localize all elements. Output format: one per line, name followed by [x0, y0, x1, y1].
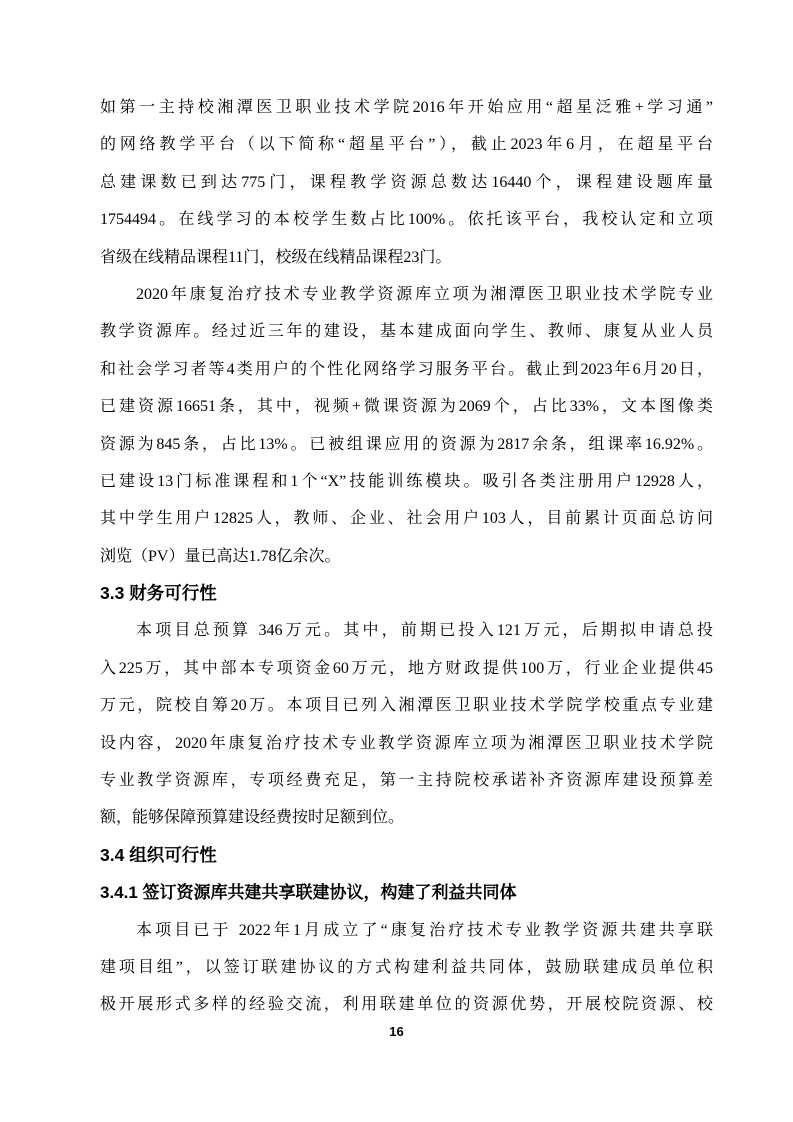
text-line: 极开展形式多样的经验交流，利用联建单位的资源优势，开展校院资源、校 — [100, 996, 713, 1014]
heading-joint-agreement — [100, 874, 713, 911]
text-line: 建项目组”，以签订联建协议的方式构建利益共同体，鼓励联建成员单位积 — [100, 958, 713, 976]
text-line: 入225万，其中部本专项资金60万元，地方财政提供100万，行业企业提供45 — [100, 659, 713, 677]
page-content — [100, 89, 713, 1024]
text-line: 万元，院校自筹20万。本项目已列入湘潭医卫职业技术学院学校重点专业建 — [100, 697, 713, 715]
text-line: 设内容，2020年康复治疗技术专业教学资源库立项为湘潭医卫职业技术学院 — [100, 734, 713, 752]
text-line: 1754494。在线学习的本校学生数占比100%。依托该平台，我校认定和立项 — [100, 211, 713, 229]
heading-financial-feasibility — [100, 575, 713, 612]
heading-organizational-feasibility — [100, 837, 713, 874]
paragraph-budget — [100, 612, 713, 836]
text-line: 专业教学资源库，专项经费充足，第一主持院校承诺补齐资源库建设预算差 — [100, 772, 713, 790]
text-line: 3.3 财务可行性 — [100, 583, 217, 604]
text-line: 额，能够保障预算建设经费按时足额到位。 — [100, 809, 405, 827]
text-line: 2020年康复治疗技术专业教学资源库立项为湘潭医卫职业技术学院专业 — [136, 285, 713, 303]
text-line: 总建课数已到达775门，课程教学资源总数达16440个，课程建设题库量 — [100, 173, 713, 191]
paragraph-project-group — [100, 912, 713, 1024]
text-line: 3.4.1 签订资源库共建共享联建协议，构建了利益共同体 — [100, 883, 517, 903]
text-line: 浏览（PV）量已高达1.78亿余次。 — [100, 547, 341, 565]
text-line: 已建设13门标准课程和1个“X”技能训练模块。吸引各类注册用户12928人， — [100, 472, 713, 490]
text-line: 资源为845条，占比13%。已被组课应用的资源为2817余条，组课率16.92%。 — [100, 435, 713, 453]
paragraph-resource-library — [100, 276, 713, 575]
page-number: 16 — [389, 1024, 404, 1039]
paragraph-platform-overview — [100, 89, 713, 276]
text-line: 和社会学习者等4类用户的个性化网络学习服务平台。截止到2023年6月20日， — [100, 360, 713, 378]
text-line: 3.4 组织可行性 — [100, 844, 217, 865]
text-line: 本项目总预算 346万元。其中，前期已投入121万元，后期拟申请总投 — [136, 622, 713, 640]
text-line: 其中学生用户12825人，教师、企业、社会用户103人，目前累计页面总访问 — [100, 510, 713, 528]
text-line: 的网络教学平台（以下简称“超星平台”），截止2023年6月，在超星平台 — [100, 136, 713, 154]
text-line: 省级在线精品课程11门，校级在线精品课程23门。 — [100, 248, 452, 266]
text-line: 已建资源16651条，其中，视频+微课资源为2069个，占比33%，文本图像类 — [100, 398, 713, 416]
text-line: 本项目已于 2022年1月成立了“康复治疗技术专业教学资源共建共享联 — [136, 921, 713, 939]
text-line: 如第一主持校湘潭医卫职业技术学院2016年开始应用“超星泛雅+学习通” — [100, 99, 713, 116]
text-line: 教学资源库。经过近三年的建设，基本建成面向学生、教师、康复从业人员 — [100, 323, 713, 341]
